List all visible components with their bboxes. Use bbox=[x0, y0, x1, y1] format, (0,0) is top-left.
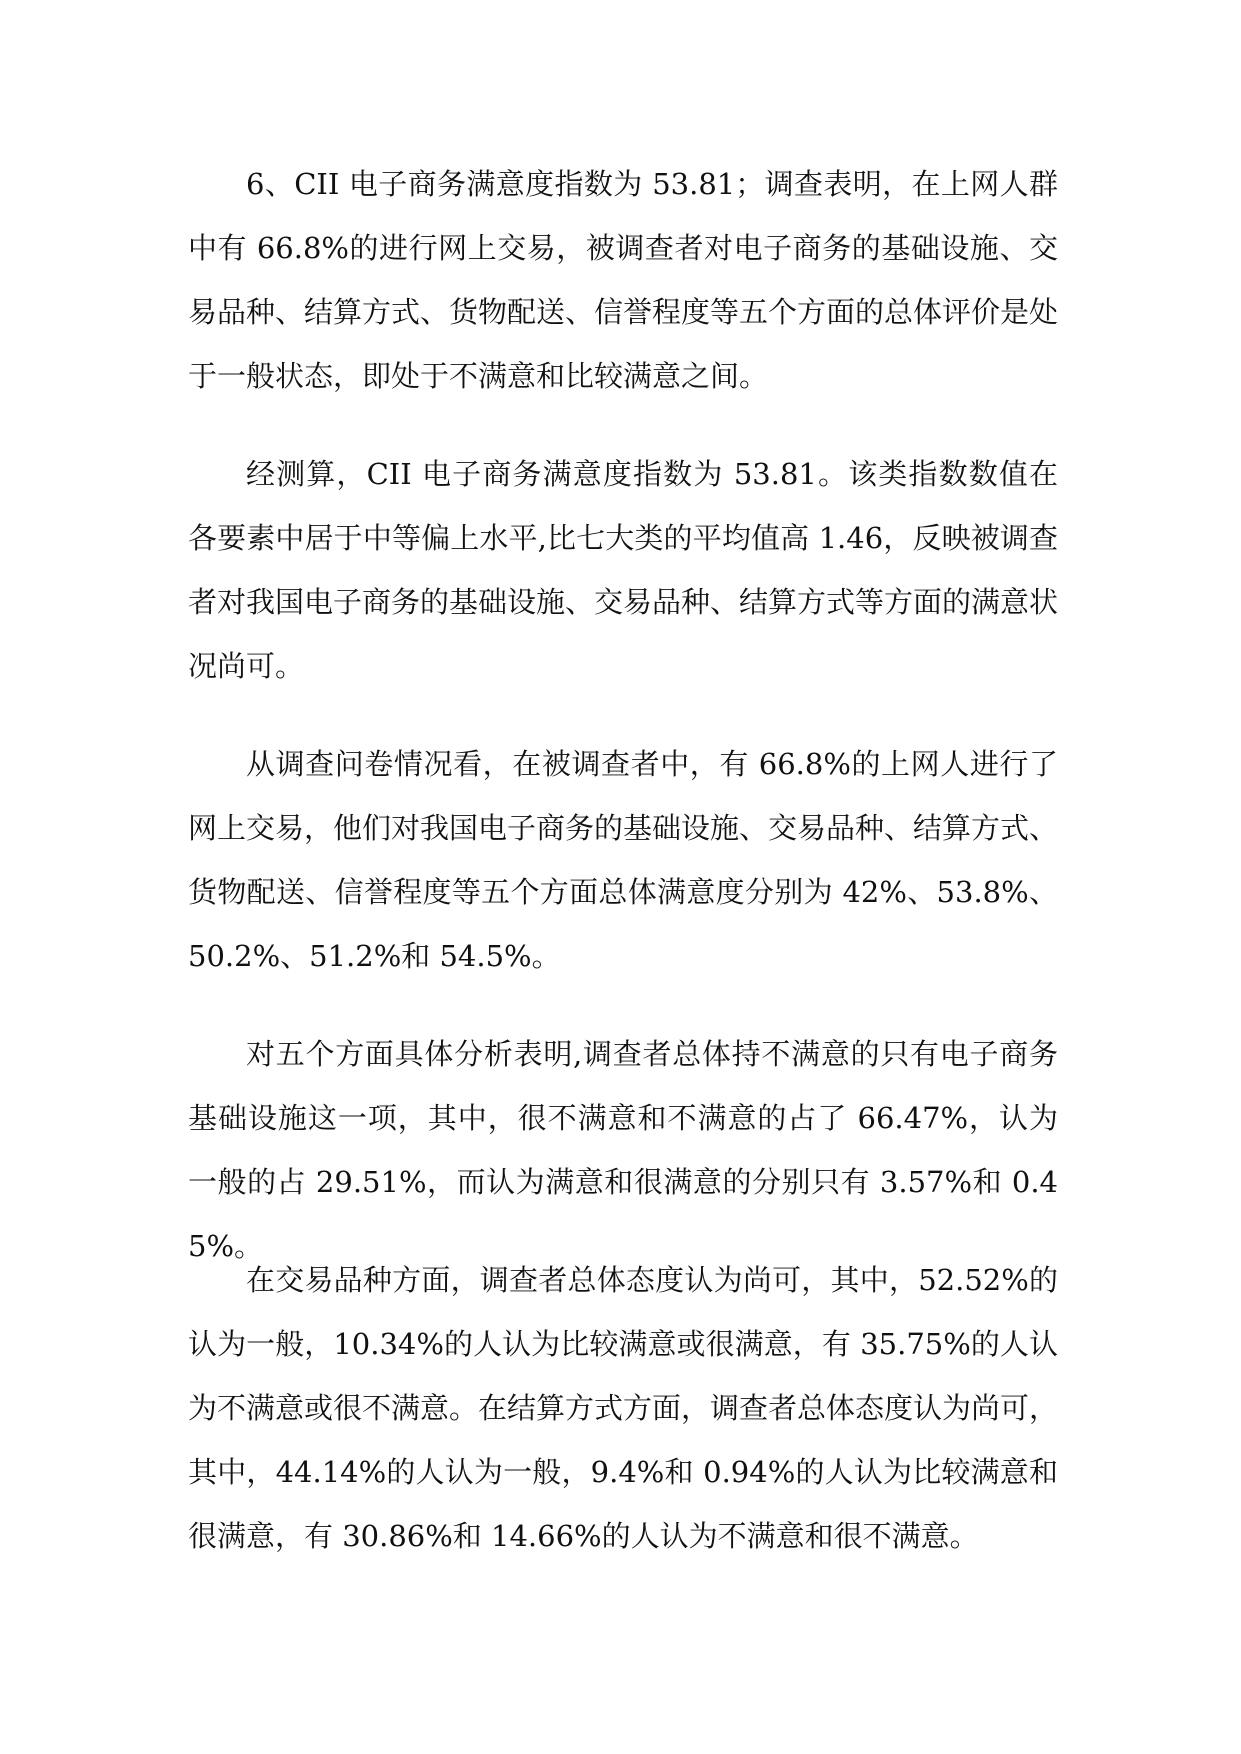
paragraph-trade-and-settlement-analysis: 在交易品种方面，调查者总体态度认为尚可，其中，52.52%的认为一般，10.34%的人认为比较满意或很满意，有 35.75%的人认为不满意或很不满意。在结算方式方面，调查者总体态度认为尚可，其中，44.14%的人认为一般，9.4%和 0.94%的人认为比较满意和很满意，有 30.86%和 14.66%的人认为不满意和很不满意。 bbox=[188, 1263, 1059, 1553]
paragraph-measurement-result: 经测算，CII 电子商务满意度指数为 53.81。该类指数数值在各要素中居于中等偏上水平,比七大类的平均值高 1.46，反映被调查者对我国电子商务的基础设施、交易品种、结算方式等方面的满意状况尚可。 bbox=[188, 457, 1059, 683]
paragraph-infrastructure-analysis: 对五个方面具体分析表明,调查者总体持不满意的只有电子商务基础设施这一项，其中，很不满意和不满意的占了 66.47%，认为一般的占 29.51%，而认为满意和很满意的分别只有 3.57%和 0.45%。 bbox=[188, 1037, 1058, 1263]
paragraph-cii-index-summary: 6、CII 电子商务满意度指数为 53.81；调查表明，在上网人群中有 66.8%的进行网上交易，被调查者对电子商务的基础设施、交易品种、结算方式、货物配送、信誉程度等五个方面的总体评价是处于一般状态，即处于不满意和比较满意之间。 bbox=[188, 167, 1059, 393]
paragraph-questionnaire-overview: 从调查问卷情况看，在被调查者中，有 66.8%的上网人进行了网上交易，他们对我国电子商务的基础设施、交易品种、结算方式、货物配送、信誉程度等五个方面总体满意度分别为 42%、53.8%、50.2%、51.2%和 54.5%。 bbox=[188, 747, 1059, 973]
